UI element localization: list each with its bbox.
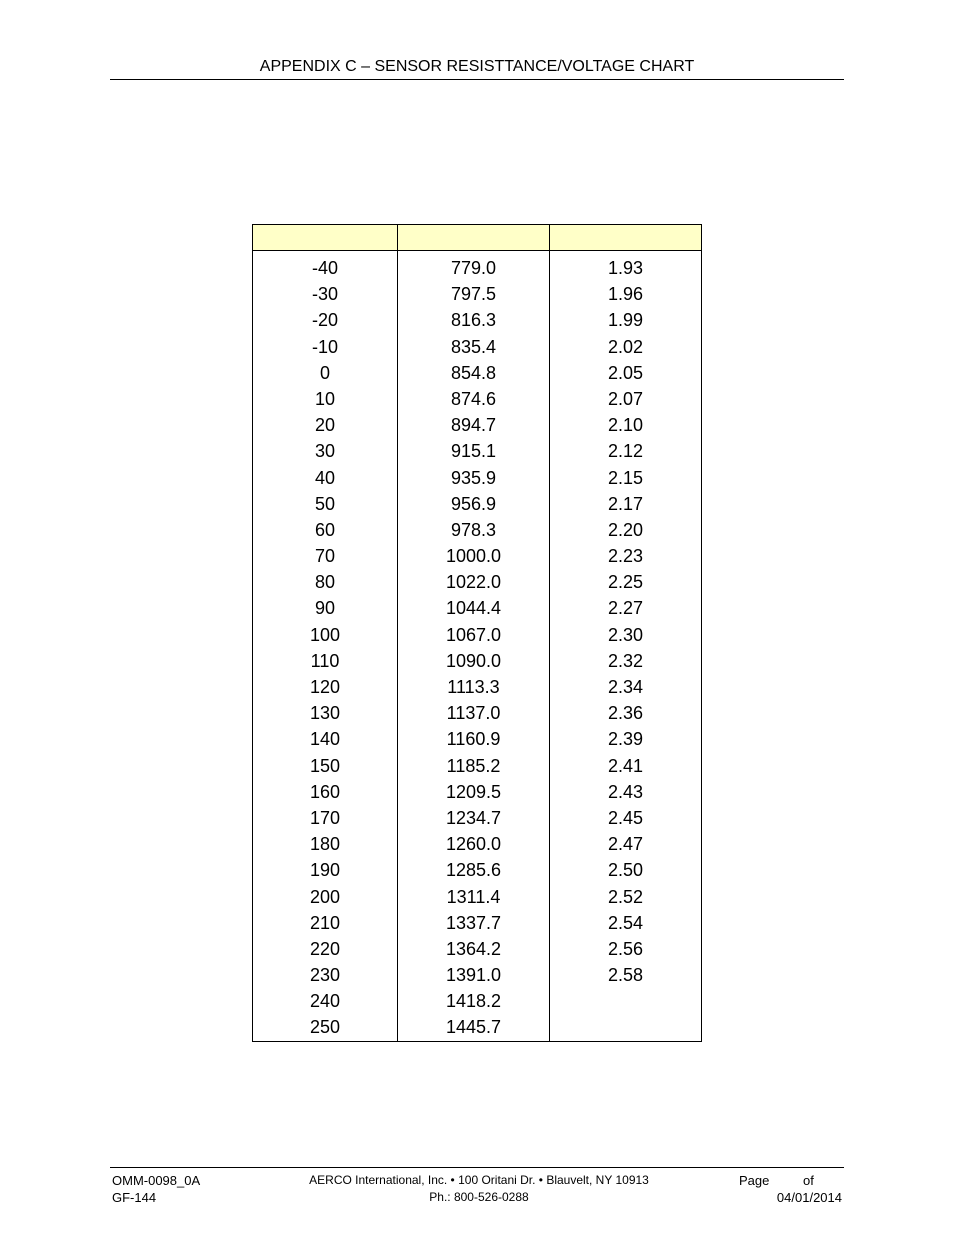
- table-cell: 779.0: [450, 258, 497, 278]
- table-cell: 935.9: [450, 467, 497, 488]
- table-row: [253, 910, 701, 936]
- table-cell: 835.4: [450, 336, 497, 357]
- footer-center: [250, 1172, 708, 1206]
- table-row: [253, 255, 701, 281]
- table-cell: 2.05: [607, 362, 644, 383]
- table-cell: 1185.2: [446, 755, 501, 776]
- table-cell: 2.43: [607, 781, 644, 802]
- table-cell: 150: [309, 755, 341, 776]
- table-cell: 854.8: [450, 362, 497, 383]
- table-cell: 190: [309, 860, 341, 881]
- table-cell: 100: [309, 624, 341, 645]
- table-row: [253, 962, 701, 988]
- table-row: [253, 491, 701, 517]
- table-cell: 2.30: [607, 624, 644, 645]
- table-cell: 210: [309, 912, 341, 933]
- table-row: [253, 281, 701, 307]
- table-cell: 2.07: [607, 388, 644, 409]
- table-cell: 1260.0: [445, 834, 502, 855]
- table-cell: 110: [310, 650, 340, 671]
- table-row: [253, 831, 701, 857]
- table-cell: 1391.0: [445, 965, 502, 986]
- table-cell: 240: [309, 991, 341, 1012]
- table-cell: 180: [309, 834, 341, 855]
- table-cell: 1113.3: [447, 677, 500, 697]
- of-label: of: [803, 1173, 814, 1188]
- table-cell: 1022.0: [445, 572, 502, 593]
- table-cell: 1160.9: [446, 729, 501, 750]
- table-cell: 90: [314, 598, 336, 619]
- footer-divider: [110, 1167, 844, 1168]
- table-cell: 1090.0: [445, 650, 502, 671]
- company-phone: Ph.: 800-526-0288: [429, 1190, 529, 1204]
- sensor-chart-table: [252, 224, 702, 1042]
- table-cell: 2.39: [607, 729, 644, 750]
- table-cell: 1337.7: [445, 912, 502, 933]
- table-cell: 10: [314, 388, 336, 409]
- table-cell: 2.15: [607, 467, 644, 488]
- table-cell: 2.10: [607, 415, 644, 436]
- table-row: [253, 517, 701, 543]
- table-cell: 1000.0: [445, 546, 502, 567]
- table-row: [253, 307, 701, 333]
- doc-number: OMM-0098_0A: [112, 1173, 201, 1188]
- table-cell: 230: [309, 965, 341, 986]
- page-header-title: APPENDIX C – SENSOR RESISTTANCE/VOLTAGE CHART: [259, 58, 695, 75]
- table-row: [253, 412, 701, 438]
- footer-left: [112, 1172, 200, 1206]
- footer-date: 04/01/2014: [776, 1190, 842, 1205]
- form-number: GF-144: [112, 1190, 157, 1205]
- table-cell: 2.20: [607, 519, 644, 540]
- table-cell: 0: [319, 362, 330, 383]
- table-cell: 170: [309, 807, 341, 828]
- table-cell: 2.52: [607, 886, 644, 907]
- table-row: [253, 779, 701, 805]
- table-cell: 797.5: [450, 284, 497, 305]
- table-cell: 140: [309, 729, 341, 750]
- table-cell: 874.6: [450, 388, 497, 409]
- table-cell: 50: [314, 493, 336, 514]
- table-row: [253, 700, 701, 726]
- table-row: [253, 988, 701, 1014]
- table-row: [253, 648, 701, 674]
- table-cell: 200: [309, 886, 341, 907]
- table-cell: 2.12: [607, 441, 644, 462]
- table-cell: 2.23: [607, 546, 644, 567]
- table-cell: 1067.0: [445, 624, 502, 645]
- table-cell: 1445.7: [445, 1017, 502, 1038]
- header-divider: [110, 79, 844, 80]
- table-cell: 2.17: [607, 493, 644, 514]
- table-row: [253, 543, 701, 569]
- table-cell: 40: [314, 467, 336, 488]
- table-cell: 1418.2: [445, 991, 502, 1012]
- table-cell: 2.41: [607, 755, 644, 776]
- table-cell: 2.47: [607, 834, 644, 855]
- table-row: [253, 334, 701, 360]
- table-row: [253, 622, 701, 648]
- table-cell: 2.27: [607, 598, 644, 619]
- table-cell: 816.3: [450, 310, 497, 331]
- table-cell: 2.54: [607, 912, 644, 933]
- table-cell: 120: [309, 677, 341, 697]
- page-label: Page: [739, 1173, 770, 1188]
- table-cell: 915.1: [450, 441, 497, 462]
- table-row: [253, 805, 701, 831]
- table-cell: 2.32: [607, 650, 644, 671]
- table-cell: 1044.4: [445, 598, 502, 619]
- table-cell: 2.45: [607, 807, 644, 828]
- table-cell: 1137.0: [446, 703, 501, 724]
- table-row: [253, 1014, 701, 1040]
- table-cell: 80: [314, 572, 336, 593]
- table-cell: 978.3: [450, 519, 497, 540]
- table-header-row: [253, 225, 701, 251]
- table-cell: 1.99: [607, 310, 644, 331]
- table-cell: 220: [309, 938, 341, 959]
- table-cell: 2.50: [607, 860, 644, 881]
- table-cell: -30: [311, 284, 338, 305]
- table-cell: 1364.2: [445, 938, 502, 959]
- table-row: [253, 360, 701, 386]
- table-cell: -40: [311, 258, 338, 278]
- table-body: [253, 255, 701, 1041]
- table-cell: 1234.7: [445, 807, 502, 828]
- table-cell: 160: [309, 781, 341, 802]
- table-row: [253, 884, 701, 910]
- table-row: [253, 753, 701, 779]
- table-cell: 2.02: [607, 336, 644, 357]
- table-cell: 70: [314, 546, 336, 567]
- table-row: [253, 595, 701, 621]
- table-cell: 20: [314, 415, 336, 436]
- table-cell: -20: [311, 310, 338, 331]
- table-cell: 2.25: [607, 572, 644, 593]
- table-cell: 1.96: [607, 284, 644, 305]
- table-cell: 60: [314, 519, 336, 540]
- table-cell: 1209.5: [445, 781, 502, 802]
- table-cell: -10: [311, 336, 338, 357]
- table-cell: 2.36: [607, 703, 644, 724]
- table-cell: 2.56: [607, 938, 644, 959]
- table-row: [253, 438, 701, 464]
- table-row: [253, 674, 701, 700]
- table-row: [253, 726, 701, 752]
- table-cell: 130: [309, 703, 341, 724]
- table-cell: 1311.4: [446, 886, 501, 907]
- table-cell: 30: [314, 441, 336, 462]
- table-row: [253, 857, 701, 883]
- table-cell: 2.58: [607, 965, 644, 986]
- table-cell: 956.9: [450, 493, 497, 514]
- company-address: AERCO International, Inc. • 100 Oritani Dr. • Blauvelt, NY 10913: [309, 1173, 649, 1187]
- table-row: [253, 465, 701, 491]
- table-row: [253, 936, 701, 962]
- table-cell: 2.34: [607, 677, 644, 697]
- table-row: [253, 386, 701, 412]
- table-cell: 1.93: [607, 258, 644, 278]
- table-cell: 1285.6: [445, 860, 502, 881]
- table-cell: 250: [309, 1017, 341, 1038]
- table-cell: 894.7: [450, 415, 497, 436]
- table-row: [253, 569, 701, 595]
